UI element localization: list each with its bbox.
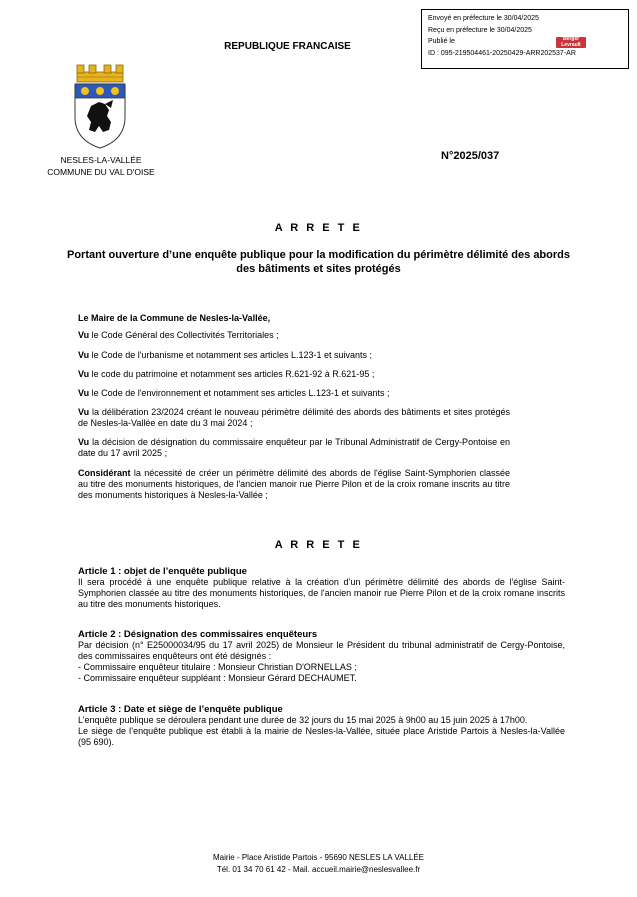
article-1 bbox=[78, 566, 565, 610]
berger-levrault-logo: Berger Levrault bbox=[556, 37, 586, 48]
article-3-paragraph-2: Le siège de l’enquête publique est établi à la mairie de Nesles-la-Vallée, située place Aristide Partois à Nesles-la-Vallée (95 690). bbox=[78, 726, 565, 747]
prefecture-stamp bbox=[421, 9, 629, 69]
arrete-subject: Portant ouverture d’une enquête publique pour la modification du périmètre délimité des abords des bâtiments et sites protégés bbox=[66, 249, 570, 275]
considerant-1: Vu le Code Général des Collectivités Territoriales ; bbox=[78, 330, 279, 340]
commune-line-1: NESLES-LA-VALLÉE bbox=[60, 155, 142, 165]
stamp-received: Reçu en préfecture le 30/04/2025 bbox=[428, 26, 532, 34]
considerant-4: Vu le Code de l'environnement et notamment ses articles L.123-1 et suivants ; bbox=[78, 388, 390, 398]
arrete-heading-2: A R R E T E bbox=[274, 539, 363, 551]
republic-heading: REPUBLIQUE FRANCAISE bbox=[224, 41, 351, 52]
commune-line-2: COMMUNE DU VAL D'OISE bbox=[47, 167, 155, 177]
maire-line: Le Maire de la Commune de Nesles-la-Vallée, bbox=[78, 313, 271, 323]
article-2-paragraph-3: - Commissaire enquêteur suppléant : Monsieur Gérard DECHAUMET. bbox=[78, 673, 357, 683]
considerant-3: Vu le code du patrimoine et notamment ses articles R.621-92 à R.621-95 ; bbox=[78, 369, 375, 379]
article-2 bbox=[78, 629, 565, 684]
stamp-sent: Envoyé en préfecture le 30/04/2025 bbox=[428, 15, 539, 22]
arrete-heading: A R R E T E bbox=[274, 222, 363, 234]
arrete-number: N°2025/037 bbox=[441, 150, 500, 162]
article-3 bbox=[78, 704, 565, 748]
article-3-title: Article 3 : Date et siège de l’enquête publique bbox=[78, 704, 283, 715]
article-3-paragraph-1: L’enquête publique se déroulera pendant une durée de 32 jours du 15 mai 2025 à 9h00 au 15 juin 2025 à 17h00. bbox=[78, 715, 528, 725]
article-2-paragraph-2: - Commissaire enquêteur titulaire : Monsieur Christian D'ORNELLAS ; bbox=[78, 662, 357, 672]
article-2-paragraph-1: Par décision (n° E25000034/95 du 17 avril 2025) de Monsieur le Président du tribunal administratif de Cergy-Pontoise, des commissaires enquêteurs ont été désignés : bbox=[78, 640, 565, 661]
considerant-7: Considérant la nécessité de créer un périmètre délimité des abords de l'église Saint-Symphorien classée au titre des monuments historiques, de l'ancien manoir rue Pierre Pilon et de la croix romane inscrits au titre des monuments historiques à Nesles-la-Vallée ; bbox=[78, 468, 510, 500]
footer-contact: Tél. 01 34 70 61 42 - Mail. accueil.mairie@neslesvallee.fr bbox=[216, 865, 421, 874]
considerant-2: Vu le Code de l'urbanisme et notamment ses articles L.123-1 et suivants ; bbox=[78, 350, 373, 360]
page-footer bbox=[0, 852, 637, 876]
coat-of-arms-icon bbox=[71, 62, 129, 150]
article-1-paragraph: Il sera procédé à une enquête publique relative à la création d’un périmètre délimité des abords de l'église Saint-Symphorien classée au titre des monuments historiques, de l'ancien manoir rue Pierre Pilon et de la croix romane inscrits au titre des monuments historiques. bbox=[78, 577, 565, 609]
commune-name bbox=[40, 154, 162, 178]
stamp-id: ID : 095-219504461-20250429-ARR202537-AR bbox=[428, 49, 576, 57]
stamp-published: Publié le bbox=[428, 38, 455, 45]
article-2-title: Article 2 : Désignation des commissaires enquêteurs bbox=[78, 629, 318, 640]
article-1-title: Article 1 : objet de l’enquête publique bbox=[78, 566, 247, 577]
considerant-5: Vu la délibération 23/2024 créant le nouveau périmètre délimité des abords des bâtiments et sites protégés de Nesles-la-Vallée en date du 3 mai 2024 ; bbox=[78, 407, 510, 428]
footer-address: Mairie - Place Aristide Partois - 95690 NESLES LA VALLÉE bbox=[212, 853, 425, 862]
considerant-6: Vu la décision de désignation du commissaire enquêteur par le Tribunal Administratif de Cergy-Pontoise en date du 17 avril 2025 ; bbox=[78, 437, 510, 458]
